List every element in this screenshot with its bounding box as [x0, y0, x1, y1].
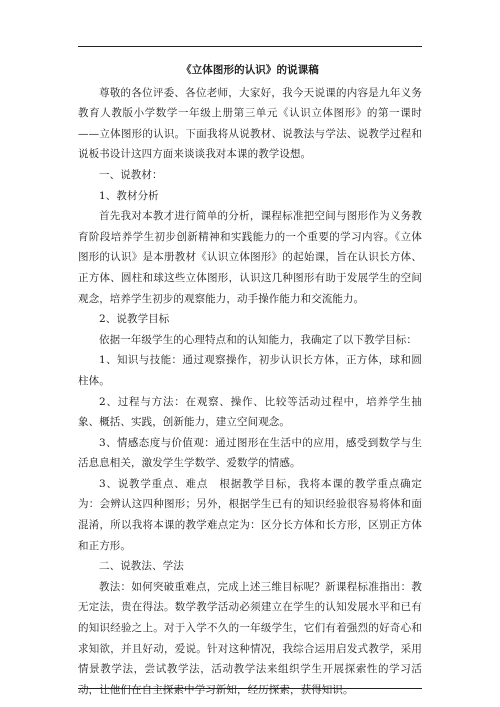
document-body	[78, 60, 422, 700]
paragraph-material-analysis: 首先我对本教才进行简单的分析，课程标准把空间与图形作为义务教育阶段培养学生初步创新精神和实践能力的一个重要的学习内容。《立体图形的认识》是本册教材《认识立体图形》的起始课，旨在认识长方体、正方体、圆柱和球这些立体图形，认识这几种图形有助于发展学生的空间观念，培养学生初步的观察能力，动手操作能力和交流能力。	[78, 210, 422, 305]
paragraph-teaching-methods: 教法：如何突破重难点，完成上述三维目标呢？新课程标准指出：教无定法，贵在得法。数学教学活动必须建立在学生的认知发展水平和已有的知识经验之上。对于入学不久的一年级学生，它们有着强烈的好奇心和求知欲，并且好动，爱说。针对这种情况，我综合运用启发式教学，采用情景教学法，尝试教学法，活动教学法来组织学生开展探索性的学习活动，让他们在自主探索中学习新知，经历探索，获得知识。	[78, 580, 422, 696]
subheading-material-analysis: 1、教材分析	[99, 189, 159, 202]
paragraph-goals-intro: 依据一年级学生的心理特点和的认知能力，我确定了以下教学目标：	[99, 333, 417, 346]
paragraph-intro: 尊敬的各位评委、各位老师，大家好，我今天说课的内容是九年义务教育人教版小学数学一年级上册第三单元《认识立体图形》的第一课时——立体图形的认识。下面我将从说教材、说教法与学法、说教学过程和说板书设计这四方面来谈谈我对本课的教学设想。	[78, 86, 422, 161]
footer-rule	[78, 688, 422, 689]
section-heading-teaching-material: 一、说教材：	[99, 168, 163, 181]
goal-emotion-values: 3、情感态度与价值观：通过图形在生活中的应用，感受到数学与生活息息相关，激发学生学数学、爱数学的情感。	[78, 436, 422, 470]
document-title: 《立体图形的认识》的说课稿	[181, 64, 319, 76]
goal-knowledge-skills: 1、知识与技能：通过观察操作，初步认识长方体，正方体，球和圆柱体。	[78, 354, 422, 387]
section-heading-methods: 二、说教法、学法	[99, 560, 184, 573]
subheading-teaching-goals: 2、说教学目标	[99, 313, 170, 326]
goal-process-methods: 2、过程与方法：在观察、操作、比较等活动过程中，培养学生抽象、概括、实践，创新能力，建立空间观念。	[78, 395, 422, 429]
header-rule	[78, 46, 422, 47]
paragraph-key-difficult-points: 3、说教学重点、难点 根据教学目标，我将本课的教学重点确定为：会辨认这四种图形；另外，根据学生已有的知识经验很容易将体和面混淆，所以我将本课的教学难点定为：区分长方体和长方形，区别正方体和正方形。	[78, 477, 422, 552]
